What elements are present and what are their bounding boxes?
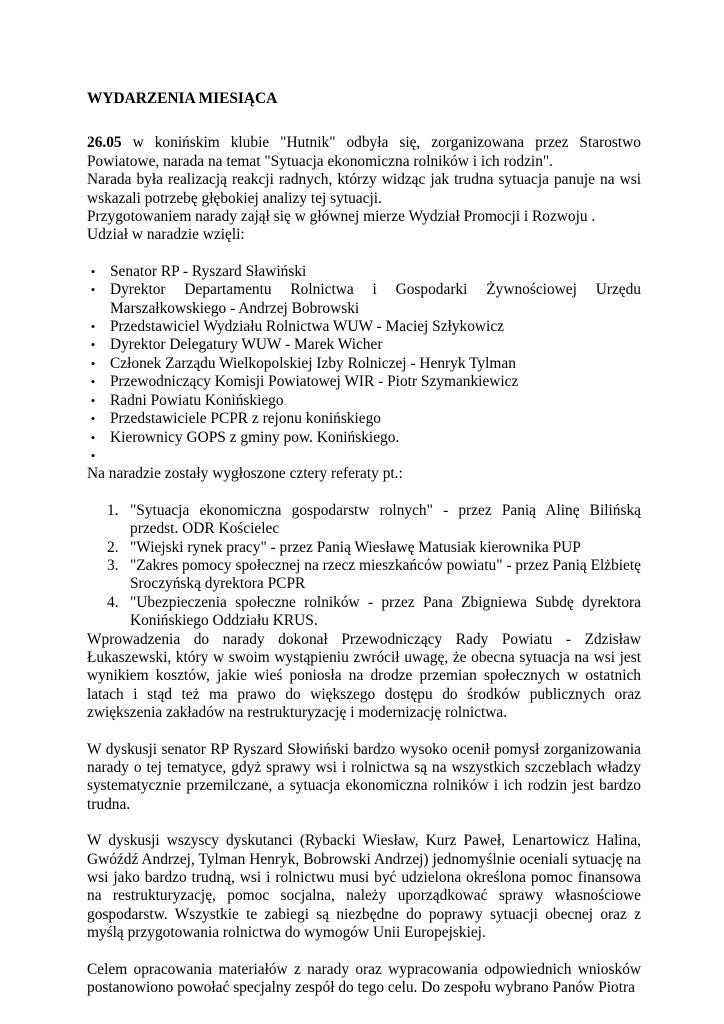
bullet-icon: • xyxy=(90,282,96,298)
bullet-icon: • xyxy=(90,411,96,427)
list-item: • Przedstawiciel Wydziału Rolnictwa WUW - Maciej Szłykowicz xyxy=(87,318,641,336)
list-item xyxy=(87,447,641,465)
list-item: • Przedstawiciele PCPR z rejonu konińskiego xyxy=(87,410,641,428)
body-paragraph: W dyskusji senator RP Ryszard Słowiński bardzo wysoko ocenił pomysł zorganizowania narady o tej tematyce, gdyż sprawy wsi i rolnictwa są na wszystkich szczeblach władzy systematycznie przemilczane, a sytuacja ekonomiczna rolników i ich rodzin jest bardzo trudna. xyxy=(87,740,641,813)
list-item: • Przewodniczący Komisji Powiatowej WIR - Piotr Szymankiewicz xyxy=(87,373,641,391)
body-paragraph: Wprowadzenia do narady dokonał Przewodniczący Rady Powiatu - Zdzisław Łukaszewski, który w swoim wystąpieniu zwrócił uwagę, że obecna sytuacja na wsi jest wynikiem kosztów, jakie wieś poniosła na drodze przemian społecznych w ostatnich latach i stąd też ma prawo do większego dostępu do środków publicznych oraz zwiększenia zakładów na restrukturyzację i modernizację rolnictwa. xyxy=(87,630,641,722)
bullet-icon: • xyxy=(90,429,96,445)
document-body xyxy=(87,90,641,997)
participants-list xyxy=(87,263,641,465)
bullet-icon: • xyxy=(90,337,96,353)
intro-line: Przygotowaniem narady zajął się w głównej mierze Wydział Promocji i Rozwoju . xyxy=(87,208,596,226)
bullet-icon: • xyxy=(90,355,96,371)
bullet-icon: • xyxy=(90,319,96,335)
bullet-icon: • xyxy=(90,447,96,463)
list-item: 2. "Wiejski rynek pracy" - przez Panią Wiesławę Matusiak kierownika PUP xyxy=(107,538,581,556)
list-item: • Członek Zarządu Wielkopolskiej Izby Rolniczej - Henryk Tylman xyxy=(87,355,641,373)
intro-paragraph xyxy=(87,134,641,171)
list-item: • Dyrektor Departamentu Rolnictwa i Gospodarki Żywnościowej Urzędu Marszałkowskiego - Andrzej Bobrowski xyxy=(87,281,641,318)
list-item: • Senator RP - Ryszard Sławiński xyxy=(87,263,641,281)
intro-line: Narada była realizacją reakcji radnych, którzy widząc jak trudna sytuacja panuje na wsi wskazali potrzebę głębokiej analizy tej sytuacji. xyxy=(87,171,641,207)
reports-list xyxy=(87,502,641,631)
intro-line: Udział w naradzie wzięli: xyxy=(87,226,245,244)
reports-intro: Na naradzie zostały wygłoszone cztery referaty pt.: xyxy=(87,465,403,483)
event-date: 26.05 xyxy=(87,134,122,152)
bullet-icon: • xyxy=(90,392,96,408)
list-item: • Radni Powiatu Konińskiego xyxy=(87,392,641,410)
intro-line: w konińskim klubie "Hutnik" odbyła się, zorganizowana przez Starostwo Powiatowe, narada na temat "Sytuacja ekonomiczna rolników i ich rodzin". xyxy=(87,134,641,170)
list-item: 4. "Ubezpieczenia społeczne rolników - przez Pana Zbigniewa Subdę dyrektora Konińskiego Oddziału KRUS. xyxy=(107,593,641,630)
bullet-icon: • xyxy=(90,374,96,390)
document-title: WYDARZENIA MIESIĄCA xyxy=(87,90,278,107)
list-item: • Dyrektor Delegatury WUW - Marek Wicher xyxy=(87,336,641,354)
body-paragraph: W dyskusji wszyscy dyskutanci (Rybacki Wiesław, Kurz Paweł, Lenartowicz Halina, Gwóźdź Andrzej, Tylman Henryk, Bobrowski Andrzej) jednomyślnie oceniali sytuację na wsi jako bardzo trudną, wsi i rolnictwu musi być udzielona określona pomoc finansowa na restrukturyzację, pomoc socjalna, należy uporządkować sprawy własnościowe gospodarstw. Wszystkie te zabiegi są niezbędne do poprawy sytuacji obecnej oraz z myślą przygotowania rolnictwa do wymogów Unii Europejskiej. xyxy=(87,832,641,942)
list-item: 3. "Zakres pomocy społecznej na rzecz mieszkańców powiatu" - przez Panią Elżbietę Sroczyńską dyrektora PCPR xyxy=(107,556,641,593)
list-item: • Kierownicy GOPS z gminy pow. Konińskiego. xyxy=(87,429,641,447)
list-item: 1. "Sytuacja ekonomiczna gospodarstw rolnych" - przez Panią Alinę Bilińską przedst. ODR Kościelec xyxy=(107,501,641,538)
body-paragraph: Celem opracowania materiałów z narady oraz wypracowania odpowiednich wniosków postanowiono powołać specjalny zespół do tego celu. Do zespołu wybrano Panów Piotra xyxy=(87,960,641,997)
bullet-icon: • xyxy=(90,263,96,279)
